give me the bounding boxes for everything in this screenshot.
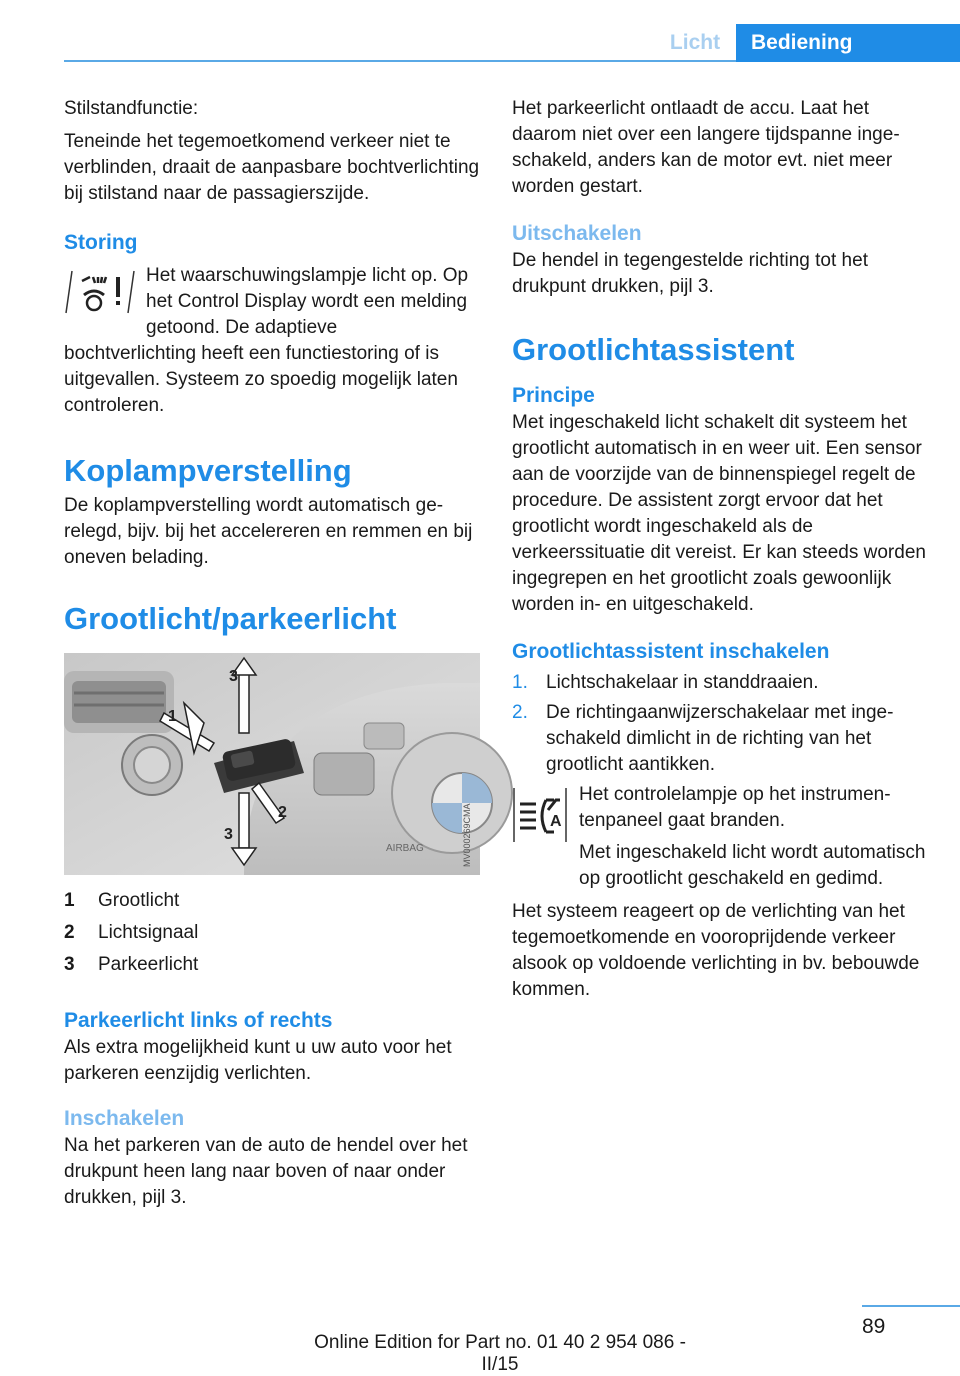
step-item — [512, 700, 927, 778]
legend-label: Parkeerlicht — [98, 954, 199, 975]
heading-grootlicht-parkeerlicht: Grootlicht/parkeerlicht — [64, 601, 397, 636]
legend-item — [64, 885, 480, 917]
adaptive-headlight-warning-icon — [64, 265, 136, 321]
left-column — [64, 96, 480, 1211]
footer-rule — [862, 1305, 960, 1307]
arrow-3-lower-label: 3 — [224, 826, 233, 843]
footer-edition: Online Edition for Part no. 01 40 2 954 086 - II/15 — [314, 1332, 686, 1375]
system-text: Het systeem reageert op de verlichting van het tegemoetkomende en vooroprijdende verkeer alsook op voldoende verlichting in bv. bebouwde kommen. — [512, 901, 920, 1000]
heading-storing: Storing — [64, 231, 138, 254]
steering-lever-illustration — [64, 653, 480, 875]
heading-grootlichtassistent: Grootlichtassistent — [512, 332, 795, 367]
figure-code: MV000269CMA — [462, 803, 472, 867]
steps-list — [512, 670, 927, 778]
figure-legend — [64, 885, 480, 981]
high-beam-assistant-indicator-icon — [512, 786, 568, 844]
legend-number: 2 — [64, 922, 75, 943]
indicator-note-text: Het controlelampje op het instrumentenpaneel gaat branden. — [579, 784, 891, 831]
page-number: 89 — [862, 1315, 886, 1338]
warning-block — [64, 263, 480, 419]
koplamp-text: De koplampverstelling wordt automatisch gerelegd, bijv. bij het accelereren en remmen en bij oneven belading. — [64, 495, 473, 568]
step-number: 2. — [512, 702, 528, 723]
step-text: Lichtschakelaar in standdraaien. — [546, 672, 819, 693]
storing-text-indented: Het waarschuwingslampje licht op. Op het Control Display wordt een melding getoond. De adaptieve — [146, 265, 469, 338]
storing-text-continued: bochtverlichting heeft een functiestoring of is uitgevallen. Systeem zo spoedig mogelijk laten controleren. — [64, 343, 458, 416]
svg-text:A: A — [550, 813, 562, 830]
legend-label: Grootlicht — [98, 890, 180, 911]
step-number: 1. — [512, 672, 528, 693]
principe-text: Met ingeschakeld licht schakelt dit systeem het grootlicht automatisch in en weer uit. Een sensor aan de voorzijde van de binnenspiegel regelt de procedure. De assistent zorgt ervoor dat het grootlicht wordt ingeschakeld als de verkeerssituatie dit vereist. Er kan steeds worden ingegrepen en het grootlicht zoals gewoonlijk worden in- en uitgeschakeld. — [512, 412, 926, 615]
arrow-2-label: 2 — [278, 804, 287, 821]
arrow-3-upper-label: 3 — [229, 668, 238, 685]
legend-item — [64, 917, 480, 949]
heading-principe: Principe — [512, 384, 595, 407]
header-chapter-tab[interactable]: Bediening — [736, 24, 960, 62]
header-section-tab[interactable]: Licht — [669, 31, 721, 54]
accu-text: Het parkeerlicht ontlaadt de accu. Laat het daarom niet over een langere tijdspanne ingeschakeld, anders kan de motor evt. niet meer worden gestart. — [512, 98, 900, 197]
inschakelen-text: Na het parkeren van de auto de hendel over het drukpunt heen lang naar boven of naar onder drukken, pijl 3. — [64, 1135, 468, 1208]
legend-number: 1 — [64, 890, 75, 911]
standstill-text: Teneinde het tegemoetkomend verkeer niet te verblinden, draait de aanpasbare bochtverlichting bij stilstand naar de passagierszijde. — [64, 131, 480, 204]
heading-assistent-inschakelen: Grootlichtassistent inschakelen — [512, 640, 830, 663]
legend-label: Lichtsignaal — [98, 922, 199, 943]
heading-koplampverstelling: Koplampverstelling — [64, 453, 352, 488]
steering-lever-figure — [64, 653, 480, 875]
auto-switch-text-indented: Met ingeschakeld licht wordt automatisch op grootlicht geschakeld en gedimd. — [579, 842, 926, 889]
indicator-note — [512, 782, 927, 892]
legend-item — [64, 949, 480, 981]
step-text: De richtingaanwijzerschakelaar met ingeschakeld dimlicht in de richting van het grootlicht aantikken. — [546, 702, 894, 775]
right-column — [512, 96, 927, 1003]
airbag-label: AIRBAG — [386, 843, 424, 854]
uitschakelen-text: De hendel in tegengestelde richting tot het drukpunt drukken, pijl 3. — [512, 250, 868, 297]
arrow-1-label: 1 — [168, 708, 177, 725]
heading-uitschakelen: Uitschakelen — [512, 222, 642, 245]
parkeer-text: Als extra mogelijkheid kunt u uw auto voor het parkeren eenzijdig verlichten. — [64, 1037, 452, 1084]
heading-parkeerlicht: Parkeerlicht links of rechts — [64, 1009, 333, 1032]
standstill-label: Stilstandfunctie: — [64, 98, 199, 119]
legend-number: 3 — [64, 954, 75, 975]
step-item — [512, 670, 927, 696]
heading-inschakelen: Inschakelen — [64, 1107, 185, 1130]
